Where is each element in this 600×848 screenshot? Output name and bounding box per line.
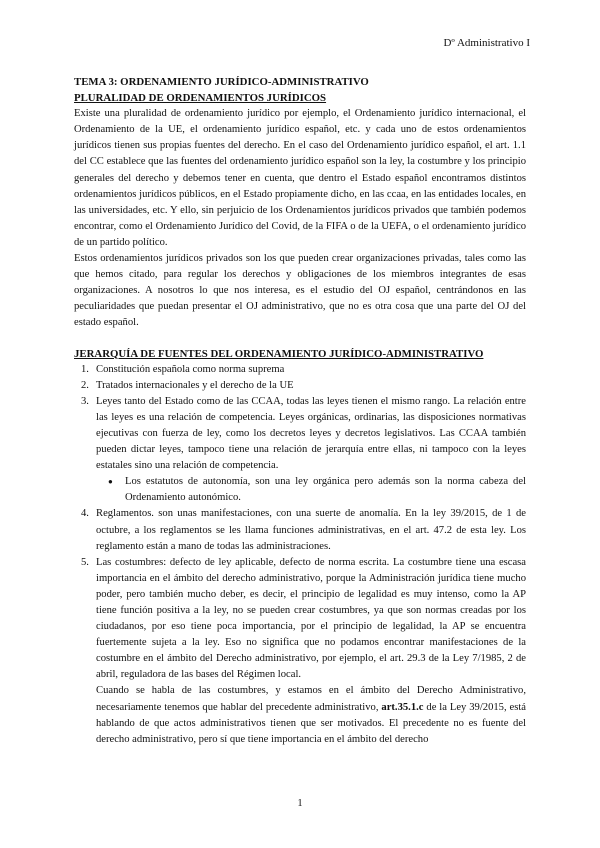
list-item-text: Constitución española como norma suprema [96,363,285,375]
list-item-text: Leyes tanto del Estado como de las CCAA, todas las leyes tienen el mismo rango. La relación entre las leyes es una relación de competencia. Leyes orgánicas, ordinarias, las disposiciones normativas ejecutivas con fuerza de ley, como los decretos leyes y decretos legislativos. Las CCAA también pueden dictar leyes, tampoco tiene una relación de jerarquía entre ellas, ni tampoco con la leyes estatales sino una relación de competencia. [96,395,526,472]
list-item [74,555,526,748]
list-item-text: Las costumbres: defecto de ley aplicable, defecto de norma escrita. La costumbre tiene una escasa importancia en el ámbito del derecho administrativo, porque la Administración jurídica tiene mucho poder, pero también mucho deber, es decir, el principio de legalidad es muy intenso, como la AP tiene función positiva a la ley, no se pueden crear costumbres, ya que son normas creadas por los ciudadanos, por eso tiene poca importancia, por el principio de legalidad, la AP se encuentra fuertemente sujeta a la ley. Eso no significa que no podamos encontrar manifestaciones de la costumbre en el ámbito del Derecho administrativo, por ejemplo, el art. 29.3 de la Ley 7/1985, 2 de abril, reguladora de las bases del Régimen local. [96,556,526,681]
list-number: 2. [81,379,89,391]
section-heading-pluralidad: PLURALIDAD DE ORDENAMIENTOS JURÍDICOS [74,92,327,105]
document-title: TEMA 3: ORDENAMIENTO JURÍDICO-ADMINISTRATIVO [74,76,369,88]
page-header: Dº Administrativo I [443,37,530,49]
list-number: 1. [81,363,89,375]
list-item [74,378,526,394]
section-heading-jerarquia: JERARQUÍA DE FUENTES DEL ORDENAMIENTO JURÍDICO-ADMINISTRATIVO [74,347,484,360]
list-item [74,506,526,554]
continuation-text-end: de la Ley 39/2015, está hablando de que actos administrativos tienen que ser motivados. El precedente no es fuente del derecho administrativo, pero sí que tiene importancia en el ámbito del derecho [96,701,526,745]
sub-list-item-text: Los estatutos de autonomía, son una ley orgánica pero además son la norma cabeza del Ordenamiento autonómico. [125,476,526,504]
list-item [74,362,526,378]
list-item [74,394,526,507]
paragraph: Existe una pluralidad de ordenamiento jurídico por ejemplo, el Ordenamiento jurídico internacional, el Ordenamiento de la UE, el ordenamiento jurídico español, etc. y cada uno de estos ordenamientos jurídicos tienen sus propias fuentes del derecho. En el caso del Ordenamiento jurídico español, el art. 1.1 del CC establece que las fuentes del ordenamiento jurídico español son la ley, la costumbre y los principio generales del derecho y debemos tener en cuenta, que dentro el Estado español encontramos distintos ordenamientos jurídicos públicos, en el Estado propiamente dicho, en las ccaa, en las entidades locales, en las universidades, etc. Y ello, sin perjuicio de los Ordenamientos jurídicos privados que también podemos encontrar, como el Ordenamiento Jurídico del Covid, de la FIFA o de la UEFA, o el ordenamiento jurídico de un partido político. [74,108,526,248]
document-body [74,74,526,748]
continuation-text: Cuando se habla de las costumbres, y estamos en el ámbito del Derecho Administrativo, necesariamente tenemos que hablar del precedente administrativo, [96,685,526,713]
list-item-text: Tratados internacionales y el derecho de la UE [96,379,294,391]
list-item-continuation [96,683,526,747]
list-number: 4. [81,508,89,520]
article-reference: art.35.1.c [381,701,424,713]
list-item-text: Reglamentos. son unas manifestaciones, con una suerte de anomalía. En la ley 39/2015, de 1 de octubre, a los reglamentos se les llama funciones administrativas, en el art. 47.2 de esta ley. Los reglamento están a mano de todas las administraciones. [96,508,526,552]
paragraph: Estos ordenamientos jurídicos privados son los que pueden crear organizaciones privadas, tales como las que hemos citado, para regular los derechos y obligaciones de los miembros integrantes de esas organizaciones. A nosotros lo que nos interesa, es el estudio del OJ español, centrándonos en las peculiaridades que puedan presentar el OJ administrativo, que no es otra cosa que una parte del OJ del estado español. [74,253,526,329]
bullet-icon: ● [108,477,113,487]
list-number: 3. [81,395,89,407]
list-number: 5. [81,556,89,568]
sources-list [74,362,526,748]
sub-list-item [96,474,526,506]
page-number: 1 [297,798,303,809]
sub-list [96,474,526,506]
